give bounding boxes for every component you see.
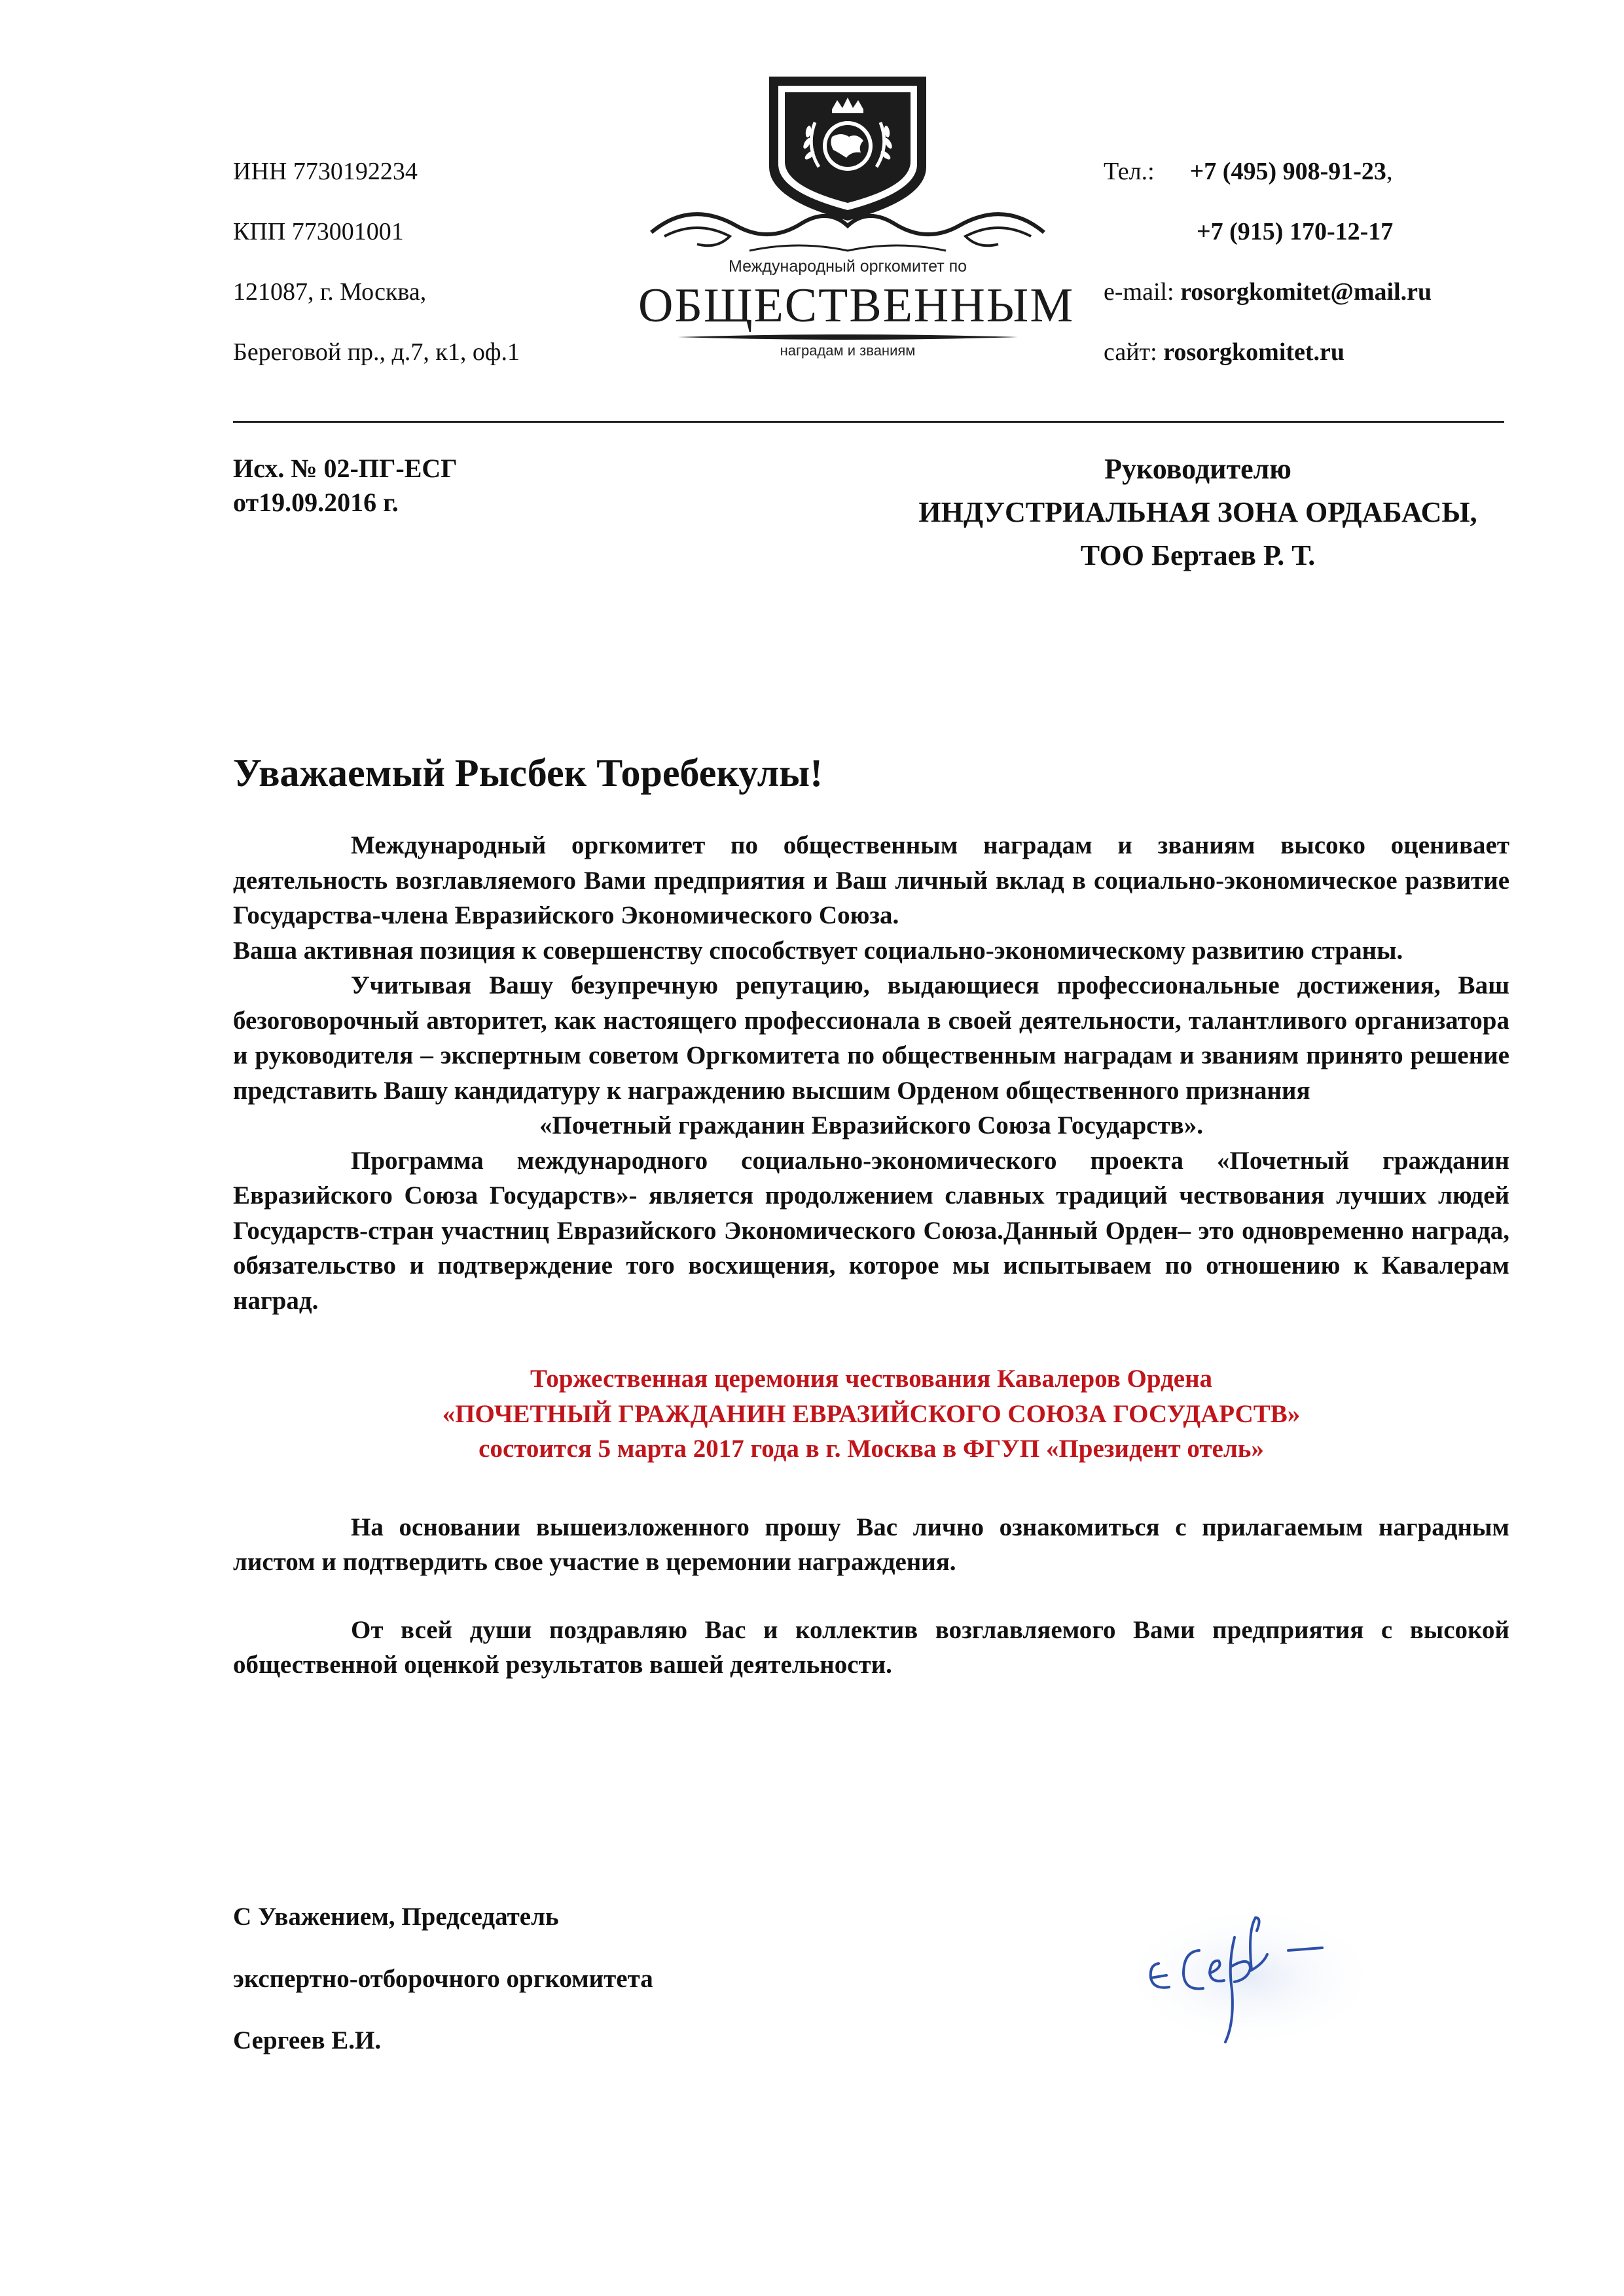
kpp-line: КПП 773001001 <box>233 218 404 245</box>
site-row <box>1104 338 1344 367</box>
addressee-line: Руководителю <box>1104 453 1291 485</box>
email-label: e-mail: <box>1104 278 1174 306</box>
shield-emblem-icon <box>638 69 1057 259</box>
ceremony-line-3: состоится 5 марта 2017 года в г. Москва в ФГУП «Президент отель» <box>478 1435 1264 1463</box>
phone-2: +7 (915) 170-12-17 <box>1197 218 1394 245</box>
addressee <box>740 452 1624 573</box>
site-label: сайт: <box>1104 338 1157 366</box>
inn-line: ИНН 7730192234 <box>233 158 418 185</box>
paragraph-1: Международный оргкомитет по общественным наградам и званиям высоко оценивает деятельность возглавляемого Вами предприятия и Ваш личный вклад в социально-экономическое развитие Государства-члена Евразийского Экономического Союза. <box>233 831 1509 929</box>
addressee-line: ИНДУСТРИАЛЬНАЯ ЗОНА ОРДАБАСЫ, <box>918 496 1477 528</box>
paragraph-3: Учитывая Вашу безупречную репутацию, выдающиеся профессиональные достижения, Ваш безоговорочный авторитет, как настоящего профессионала в своей деятельности, талантливого организатора и руководителя – экспертным советом Оргкомитета по общественным наградам и званиям принято решение представить Вашу кандидатуру к награждению высшим Орденом общественного признания <box>233 971 1509 1105</box>
reference-date-prefix: от <box>233 488 259 517</box>
addressee-line: ТОО Бертаев Р. Т. <box>1080 539 1316 571</box>
site-link[interactable]: rosorgkomitet.ru <box>1163 338 1345 366</box>
email-row <box>1104 278 1432 306</box>
phone-1-suffix: , <box>1386 158 1393 185</box>
phone-1: +7 (495) 908-91-23 <box>1189 158 1386 185</box>
city-line: 121087, г. Москва, <box>233 278 427 306</box>
closing-line-3: Сергеев Е.И. <box>233 2026 382 2054</box>
outgoing-reference <box>233 452 458 520</box>
reference-date-row <box>233 486 458 520</box>
closing-line-1: С Уважением, Председатель <box>233 1903 559 1931</box>
header-divider <box>233 421 1504 423</box>
phone-row <box>1104 157 1392 186</box>
email-link[interactable]: rosorgkomitet@mail.ru <box>1180 278 1432 306</box>
logo-divider <box>677 333 1018 341</box>
spacer <box>233 1318 1509 1361</box>
paragraph-5: На основании вышеизложенного прошу Вас лично ознакомиться с прилагаемым наградным листом и подтвердить свое участие в церемонии награждения. <box>233 1513 1509 1576</box>
organization-logo <box>638 69 1075 376</box>
reference-date: 19.09.2016 г. <box>259 488 399 517</box>
letter-body <box>233 828 1509 1683</box>
greeting: Уважаемый Рысбек Торебекулы! <box>233 751 823 795</box>
logo-line-3: наградам и званиям <box>780 342 916 359</box>
paragraph-6: От всей души поздравляю Вас и коллектив возглавляемого Вами предприятия с высокой общественной оценкой результатов вашей деятельности. <box>233 1615 1509 1679</box>
logo-line-2: ОБЩЕСТВЕННЫМ <box>638 279 1075 332</box>
handwritten-signature <box>1113 1892 1388 2062</box>
spacer <box>233 1467 1509 1510</box>
paragraph-2: Ваша активная позиция к совершенству способствует социально-экономическому развитию страны. <box>233 936 1403 965</box>
logo-line-1: Международный оргкомитет по <box>728 257 967 276</box>
ceremony-line-1: Торжественная церемония чествования Кавалеров Ордена <box>530 1365 1213 1393</box>
closing-line-2: экспертно-отборочного оргкомитета <box>233 1965 653 1993</box>
phone-label: Тел.: <box>1104 158 1155 185</box>
order-name: «Почетный гражданин Евразийского Союза Государств». <box>539 1111 1203 1139</box>
paragraph-4: Программа международного социально-экономического проекта «Почетный гражданин Евразийского Союза Государств»- является продолжением славных традиций чествования лучших людей Государств-стран участниц Евразийского Экономического Союза.Данный Орден– это одновременно награда, обязательство и подтверждение того восхищения, которое мы испытываем по отношению к Кавалерам наград. <box>233 1146 1509 1315</box>
street-line: Береговой пр., д.7, к1, оф.1 <box>233 338 520 366</box>
reference-number: Исх. № 02-ПГ-ЕСГ <box>233 454 458 483</box>
ceremony-line-2: «ПОЧЕТНЫЙ ГРАЖДАНИН ЕВРАЗИЙСКОГО СОЮЗА ГОСУДАРСТВ» <box>442 1399 1301 1428</box>
spacer <box>233 1580 1509 1613</box>
